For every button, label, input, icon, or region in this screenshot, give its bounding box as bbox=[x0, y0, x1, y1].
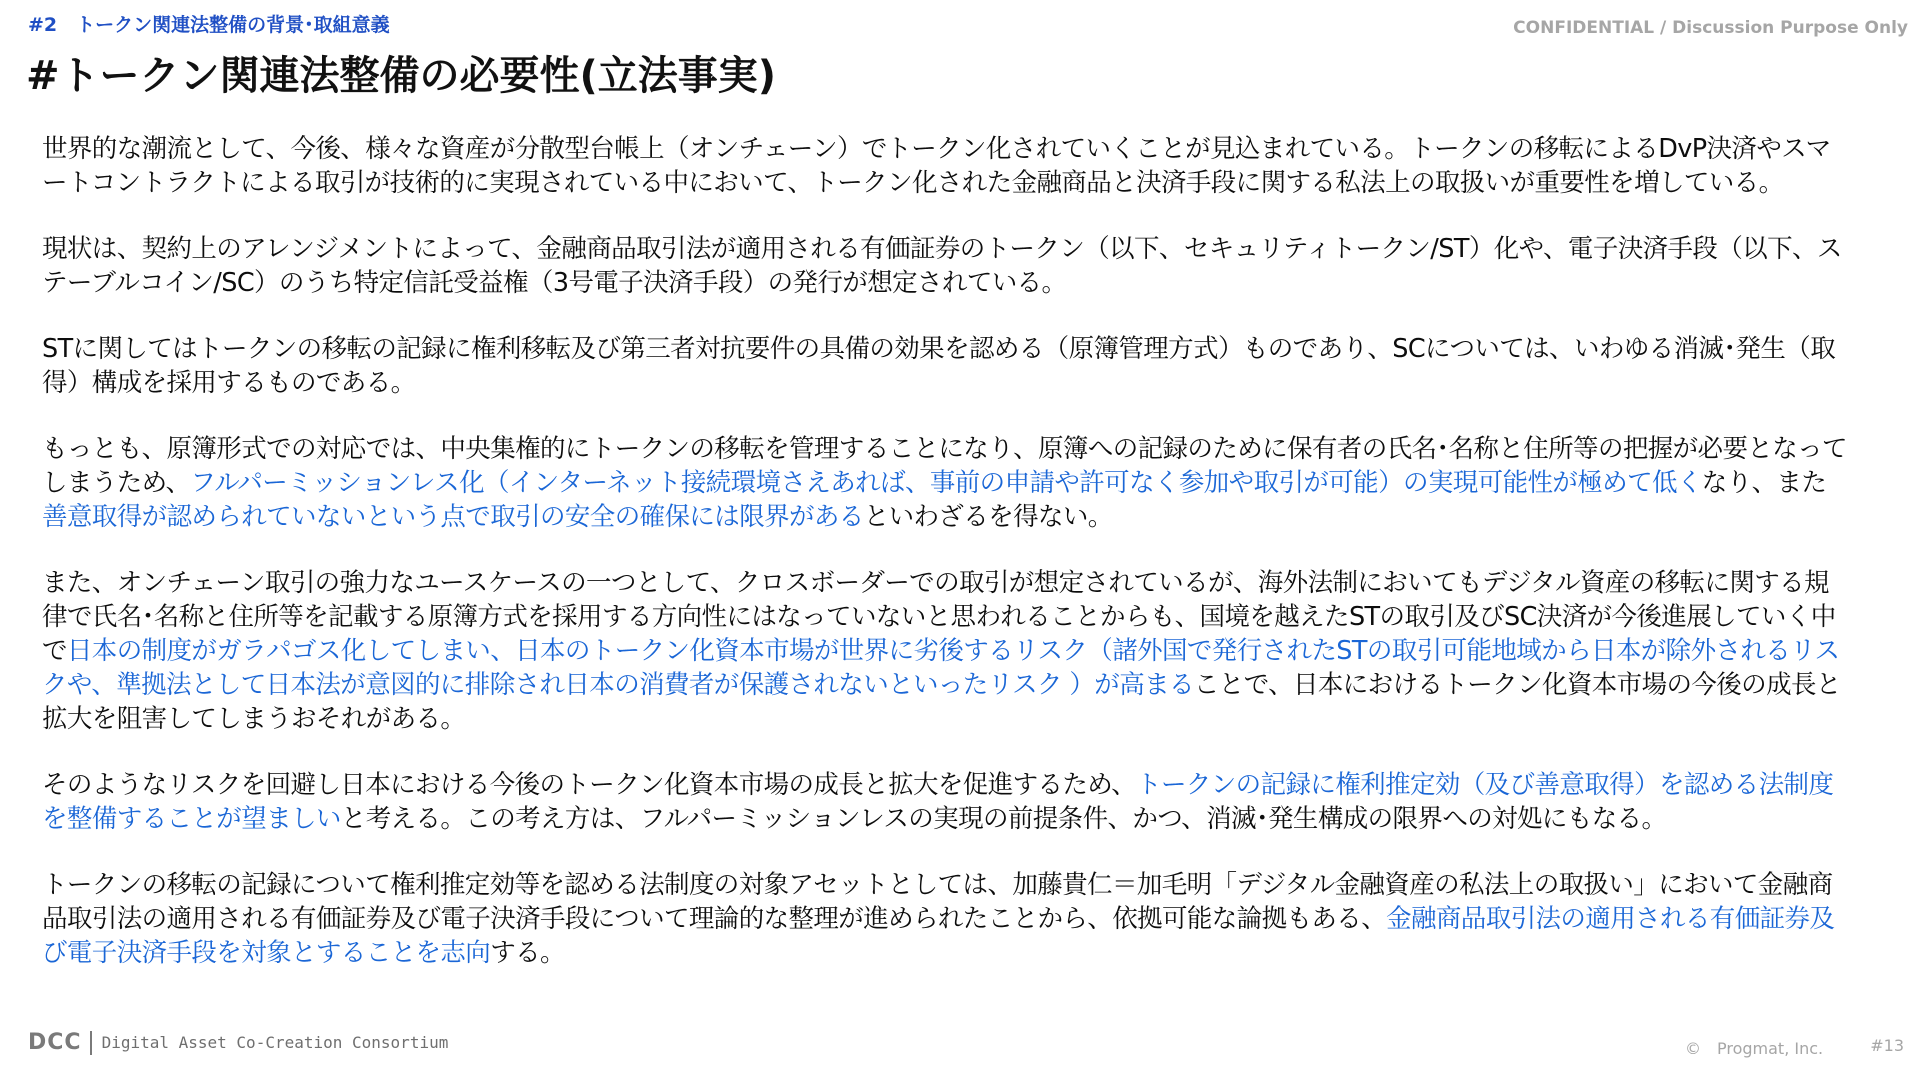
paragraph-text: 世界的な潮流として、今後、様々な資産が分散型台帳上（オンチェーン）でトークン化されていくことが見込まれている。トークンの移転によるDvP決済やスマートコントラクトによる取引が技術的に実現されている中において、トークン化された金融商品と決済手段に関する私法上の取扱いが重要性を増している。 bbox=[42, 134, 1831, 198]
paragraph-text: また、オンチェーン取引の強力なユースケースの一つとして、クロスボーダーでの取引が想定されているが、海外法制においてもデジタル資産の移転に関する規律で氏名･名称と住所等を記載する原簿方式を採用する方向性にはなっていないと思われることからも、国境を越えたSTの取引及びSC決済が今後進展していく中で bbox=[42, 568, 1836, 666]
section-label: #2 トークン関連法整備の背景･取組意義 bbox=[28, 14, 390, 36]
paragraph-text: なり、また bbox=[1701, 468, 1827, 498]
paragraph-text: ことで、日本におけるトークン化資本市場の今後の成長と拡大を阻害してしまうおそれがある。 bbox=[42, 670, 1841, 734]
highlighted-text: 日本の制度がガラパゴス化してしまい、日本のトークン化資本市場が世界に劣後するリスク（諸外国で発行されたSTの取引可能地域から日本が除外されるリスクや、準拠法として日本法が意図的に排除され日本の消費者が保護されないといったリスク ）が高まる bbox=[42, 636, 1840, 700]
paragraph bbox=[42, 768, 1850, 836]
paragraph bbox=[42, 132, 1850, 200]
logo-divider bbox=[90, 1031, 92, 1055]
confidential-notice: CONFIDENTIAL / Discussion Purpose Only bbox=[1513, 18, 1908, 38]
highlighted-text: トークンの記録に権利推定効（及び善意取得）を認める法制度を整備することが望ましい bbox=[42, 770, 1834, 834]
consortium-name: Digital Asset Co-Creation Consortium bbox=[101, 1033, 449, 1052]
highlighted-text: 金融商品取引法の適用される有価証券及び電子決済手段を対象とすることを志向 bbox=[42, 904, 1835, 968]
paragraph-text: トークンの移転の記録について権利推定効等を認める法制度の対象アセットとしては、加藤貴仁＝加毛明「デジタル金融資産の私法上の取扱い」において金融商品取引法の適用される有価証券及び電子決済手段について理論的な整理が進められたことから、依拠可能な論拠もある、 bbox=[42, 870, 1833, 934]
page-title: #トークン関連法整備の必要性(立法事実) bbox=[26, 53, 777, 99]
paragraph bbox=[42, 566, 1850, 736]
copyright: © Progmat, Inc. bbox=[1685, 1039, 1824, 1058]
paragraph-text: もっとも、原簿形式での対応では、中央集権的にトークンの移転を管理することになり、原簿への記録のために保有者の氏名･名称と住所等の把握が必要となってしまうため、 bbox=[42, 434, 1847, 498]
paragraph-text: そのようなリスクを回避し日本における今後のトークン化資本市場の成長と拡大を促進するため、 bbox=[42, 770, 1137, 800]
highlighted-text: フルパーミッションレス化（インターネット接続環境さえあれば、事前の申請や許可なく参加や取引が可能）の実現可能性が極めて低く bbox=[190, 468, 1702, 498]
paragraph-text: する。 bbox=[490, 938, 565, 968]
paragraph-text: 現状は、契約上のアレンジメントによって、金融商品取引法が適用される有価証券のトークン（以下、セキュリティトークン/ST）化や、電子決済手段（以下、ステーブルコイン/SC）のうち特定信託受益権（3号電子決済手段）の発行が想定されている。 bbox=[42, 234, 1842, 298]
paragraph bbox=[42, 332, 1850, 400]
body-text bbox=[42, 132, 1850, 1002]
dcc-logo: DCC bbox=[28, 1030, 82, 1055]
highlighted-text: 善意取得が認められていないという点で取引の安全の確保には限界がある bbox=[42, 502, 864, 532]
paragraph-text: といわざるを得ない。 bbox=[863, 502, 1113, 532]
page-number: #13 bbox=[1870, 1036, 1904, 1055]
paragraph-text: STに関してはトークンの移転の記録に権利移転及び第三者対抗要件の具備の効果を認める（原簿管理方式）ものであり、SCについては、いわゆる消滅･発生（取得）構成を採用するものである。 bbox=[42, 334, 1836, 398]
paragraph bbox=[42, 232, 1850, 300]
footer-logo bbox=[28, 1030, 448, 1055]
paragraph bbox=[42, 432, 1850, 534]
paragraph-text: と考える。この考え方は、フルパーミッションレスの実現の前提条件、かつ、消滅･発生構成の限界への対処にもなる。 bbox=[340, 804, 1667, 834]
paragraph bbox=[42, 868, 1850, 970]
